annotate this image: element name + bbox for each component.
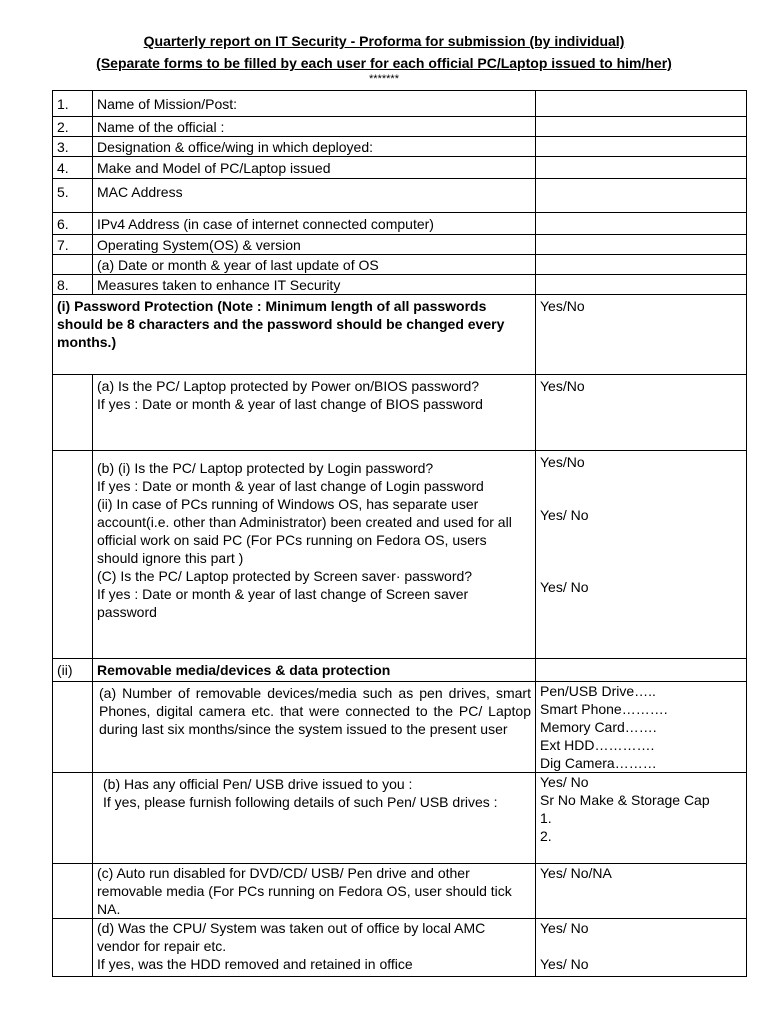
usb-drive-followup: If yes, please furnish following details of such Pen/ USB drives :: [103, 794, 498, 810]
table-row: [53, 235, 747, 255]
answer-cell-official-name[interactable]: [536, 117, 747, 137]
form-subtitle: (Separate forms to be filled by each user for each official PC/Laptop issued to him/her): [96, 55, 672, 71]
table-row: [53, 919, 747, 977]
device-count-ext-hdd[interactable]: Ext HDD………….: [540, 737, 655, 753]
separator-stars: *******: [369, 73, 399, 85]
screen-saver-answer[interactable]: Yes/ No: [540, 579, 589, 595]
screen-saver-password-question: (C) Is the PC/ Laptop protected by Screen saver· password?: [97, 568, 473, 584]
cpu-repair-answer[interactable]: Yes/ No: [540, 920, 589, 936]
row-label-mac-address: MAC Address: [93, 179, 536, 213]
password-protection-heading: (i) Password Protection (Note : Minimum length of all passwords should be 8 characters and the password should be changed every months.): [53, 295, 536, 375]
row-number-empty: [53, 919, 93, 977]
table-row: [53, 864, 747, 919]
table-row: [53, 255, 747, 275]
row-number: 6.: [53, 213, 93, 235]
table-row: [53, 682, 747, 773]
device-count-pen-drive[interactable]: Pen/USB Drive…..: [540, 683, 656, 699]
answer-cell-ipv4[interactable]: [536, 213, 747, 235]
device-count-memory-card[interactable]: Memory Card…….: [540, 719, 657, 735]
row-number: 5.: [53, 179, 93, 213]
usb-drive-entry-2[interactable]: 2.: [540, 828, 552, 844]
security-form-table: [52, 90, 747, 977]
bios-password-followup: If yes : Date or month & year of last change of BIOS password: [97, 396, 483, 412]
table-row: [53, 375, 747, 451]
row-number-empty: [53, 864, 93, 919]
row-number: 8.: [53, 275, 93, 295]
login-password-question: (b) (i) Is the PC/ Laptop protected by Login password?: [97, 460, 434, 476]
answer-cell-os-update[interactable]: [536, 255, 747, 275]
removable-heading-answer[interactable]: [536, 659, 747, 682]
row-number-empty: [53, 375, 93, 451]
hdd-retained-answer[interactable]: Yes/ No: [540, 956, 589, 972]
answer-cell-os[interactable]: [536, 235, 747, 255]
table-row: [53, 117, 747, 137]
row-number: 1.: [53, 91, 93, 117]
table-row: [53, 451, 747, 659]
row-label-make-model: Make and Model of PC/Laptop issued: [93, 157, 536, 179]
table-row: [53, 659, 747, 682]
answer-cell-mac-address[interactable]: [536, 179, 747, 213]
login-password-answer[interactable]: Yes/No: [540, 454, 585, 470]
removable-media-heading: Removable media/devices & data protection: [93, 659, 536, 682]
table-row: [53, 179, 747, 213]
answer-cell-mission[interactable]: [536, 91, 747, 117]
bios-password-answer[interactable]: Yes/No: [536, 375, 747, 451]
autorun-question: (c) Auto run disabled for DVD/CD/ USB/ Pen drive and other removable media (For PCs running on Fedora OS, user should tick NA.: [93, 864, 536, 919]
row-number: (ii): [53, 659, 93, 682]
row-label-designation: Designation & office/wing in which deployed:: [93, 137, 536, 157]
row-number: 7.: [53, 235, 93, 255]
table-row: [53, 157, 747, 179]
separate-account-answer[interactable]: Yes/ No: [540, 507, 589, 523]
screen-saver-password-followup: If yes : Date or month & year of last change of Screen saver password: [97, 586, 469, 620]
row-number: 3.: [53, 137, 93, 157]
usb-drive-entry-1[interactable]: 1.: [540, 810, 552, 826]
device-count-dig-camera[interactable]: Dig Camera………: [540, 755, 657, 771]
form-title: Quarterly report on IT Security - Proforma for submission (by individual): [143, 33, 625, 49]
table-row: [53, 213, 747, 235]
hdd-retained-question: If yes, was the HDD removed and retained in office: [97, 956, 413, 972]
bios-password-question: (a) Is the PC/ Laptop protected by Power on/BIOS password?: [97, 378, 480, 394]
row-label-os: Operating System(OS) & version: [93, 235, 536, 255]
row-number-empty: [53, 682, 93, 773]
row-label-os-update: (a) Date or month & year of last update of OS: [93, 255, 536, 275]
row-label-official-name: Name of the official :: [93, 117, 536, 137]
row-number-empty: [53, 451, 93, 659]
usb-drive-answer[interactable]: Yes/ No: [540, 774, 589, 790]
separate-user-account-question: (ii) In case of PCs running of Windows OS, has separate user account(i.e. other than Administrator) been created and used for all official work on said PC (For PCs running on Fedora OS, users should ignore this part ): [97, 496, 512, 566]
usb-drive-question: (b) Has any official Pen/ USB drive issued to you :: [103, 776, 413, 792]
autorun-answer[interactable]: Yes/ No/NA: [536, 864, 747, 919]
usb-drive-details-header: Sr No Make & Storage Cap: [540, 792, 710, 808]
row-number: 4.: [53, 157, 93, 179]
password-heading-answer[interactable]: Yes/No: [536, 295, 747, 375]
table-row: [53, 773, 747, 864]
table-row: [53, 295, 747, 375]
table-row: [53, 137, 747, 157]
row-number-empty: [53, 255, 93, 275]
answer-cell-measures[interactable]: [536, 275, 747, 295]
row-label-mission: Name of Mission/Post:: [93, 91, 536, 117]
cpu-repair-question: (d) Was the CPU/ System was taken out of office by local AMC vendor for repair etc.: [97, 920, 486, 954]
answer-cell-designation[interactable]: [536, 137, 747, 157]
login-password-followup: If yes : Date or month & year of last change of Login password: [97, 478, 484, 494]
table-row: [53, 275, 747, 295]
row-label-ipv4: IPv4 Address (in case of internet connected computer): [93, 213, 536, 235]
table-row: [53, 91, 747, 117]
row-number: 2.: [53, 117, 93, 137]
removable-devices-question: (a) Number of removable devices/media such as pen drives, smart Phones, digital camera etc. that were connected to the PC/ Laptop during last six months/since the system issued to the present user: [93, 682, 536, 773]
row-number-empty: [53, 773, 93, 864]
answer-cell-make-model[interactable]: [536, 157, 747, 179]
device-count-smart-phone[interactable]: Smart Phone……….: [540, 701, 668, 717]
row-label-measures: Measures taken to enhance IT Security: [93, 275, 536, 295]
